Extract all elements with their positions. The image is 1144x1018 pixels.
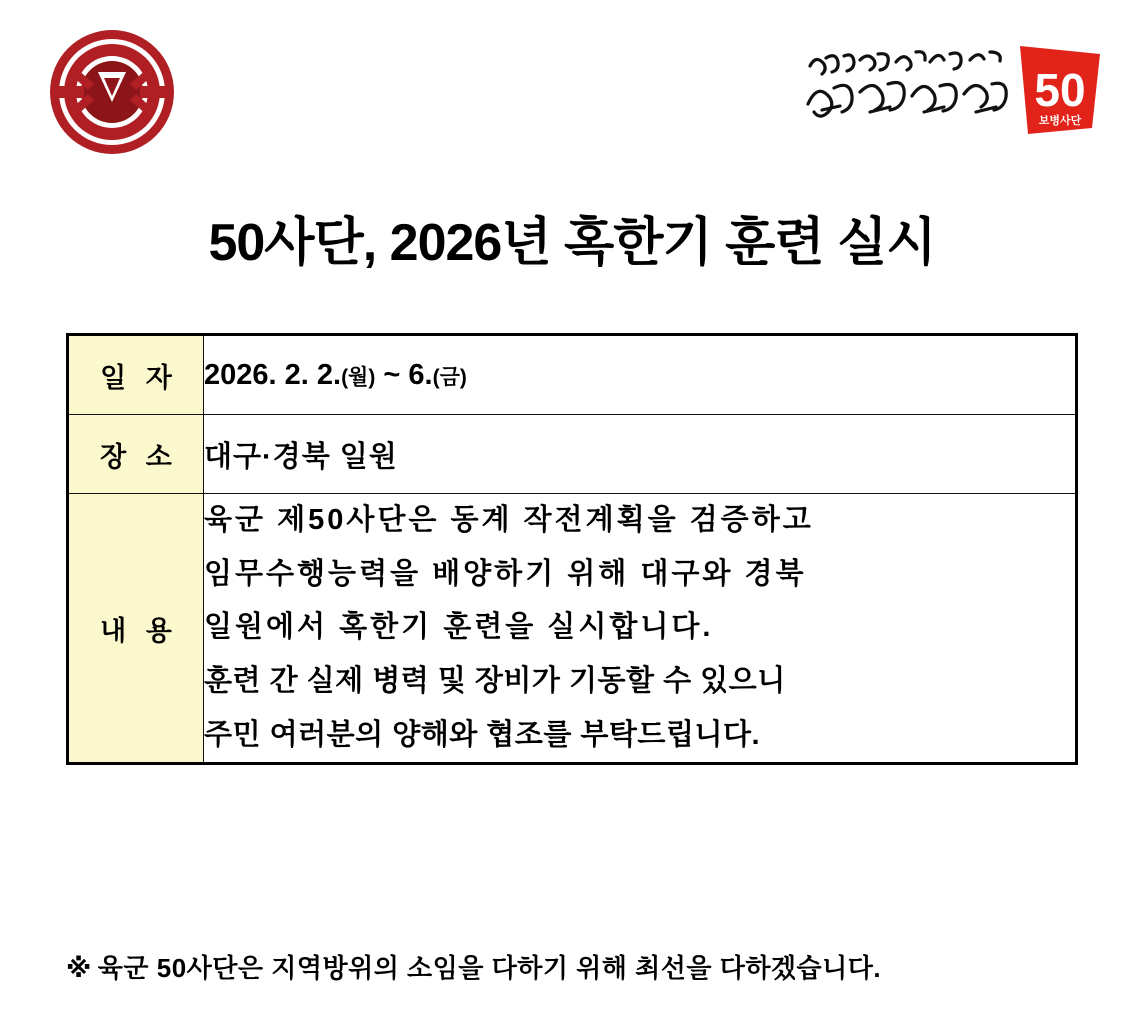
svg-text:보병사단: 보병사단 — [1038, 115, 1082, 127]
date-main: 2026. 2. 2. — [204, 358, 342, 391]
division-slogan-logo — [804, 40, 1104, 150]
row-label-date: 일 자 — [68, 335, 204, 415]
table-row-date — [68, 335, 1077, 415]
date-sub-start: (월) — [341, 365, 376, 389]
announcement-table — [66, 333, 1078, 765]
table-row-place — [68, 415, 1077, 494]
page-header — [0, 0, 1144, 170]
content-line-5: 주민 여러분의 양해와 협조를 부탁드립니다. — [204, 718, 761, 751]
table-row-content — [68, 494, 1077, 764]
row-value-date — [204, 335, 1077, 415]
division-emblem-icon — [48, 28, 176, 156]
date-sub-end: (금) — [432, 365, 467, 389]
date-mid: ~ 6. — [375, 358, 433, 391]
row-value-content — [204, 494, 1077, 764]
footnote-text: 육군 50사단은 지역방위의 소임을 다하기 위해 최선을 다하겠습니다. — [97, 953, 882, 983]
content-line-3: 일원에서 혹한기 훈련을 실시합니다. — [204, 611, 714, 644]
page-title: 50사단, 2026년 혹한기 훈련 실시 — [208, 214, 936, 272]
footnote-mark-icon: ※ — [66, 953, 92, 983]
svg-text:50: 50 — [1034, 64, 1086, 116]
content-line-2: 임무수행능력을 배양하기 위해 대구와 경북 — [204, 557, 807, 590]
footnote — [66, 948, 1078, 985]
row-label-place: 장 소 — [68, 415, 204, 494]
row-label-content: 내 용 — [68, 494, 204, 764]
content-line-1: 육군 제50사단은 동계 작전계획을 검증하고 — [204, 504, 814, 536]
row-value-place: 대구·경북 일원 — [204, 415, 1077, 494]
content-line-4: 훈련 간 실제 병력 및 장비가 기동할 수 있으니 — [204, 664, 786, 697]
